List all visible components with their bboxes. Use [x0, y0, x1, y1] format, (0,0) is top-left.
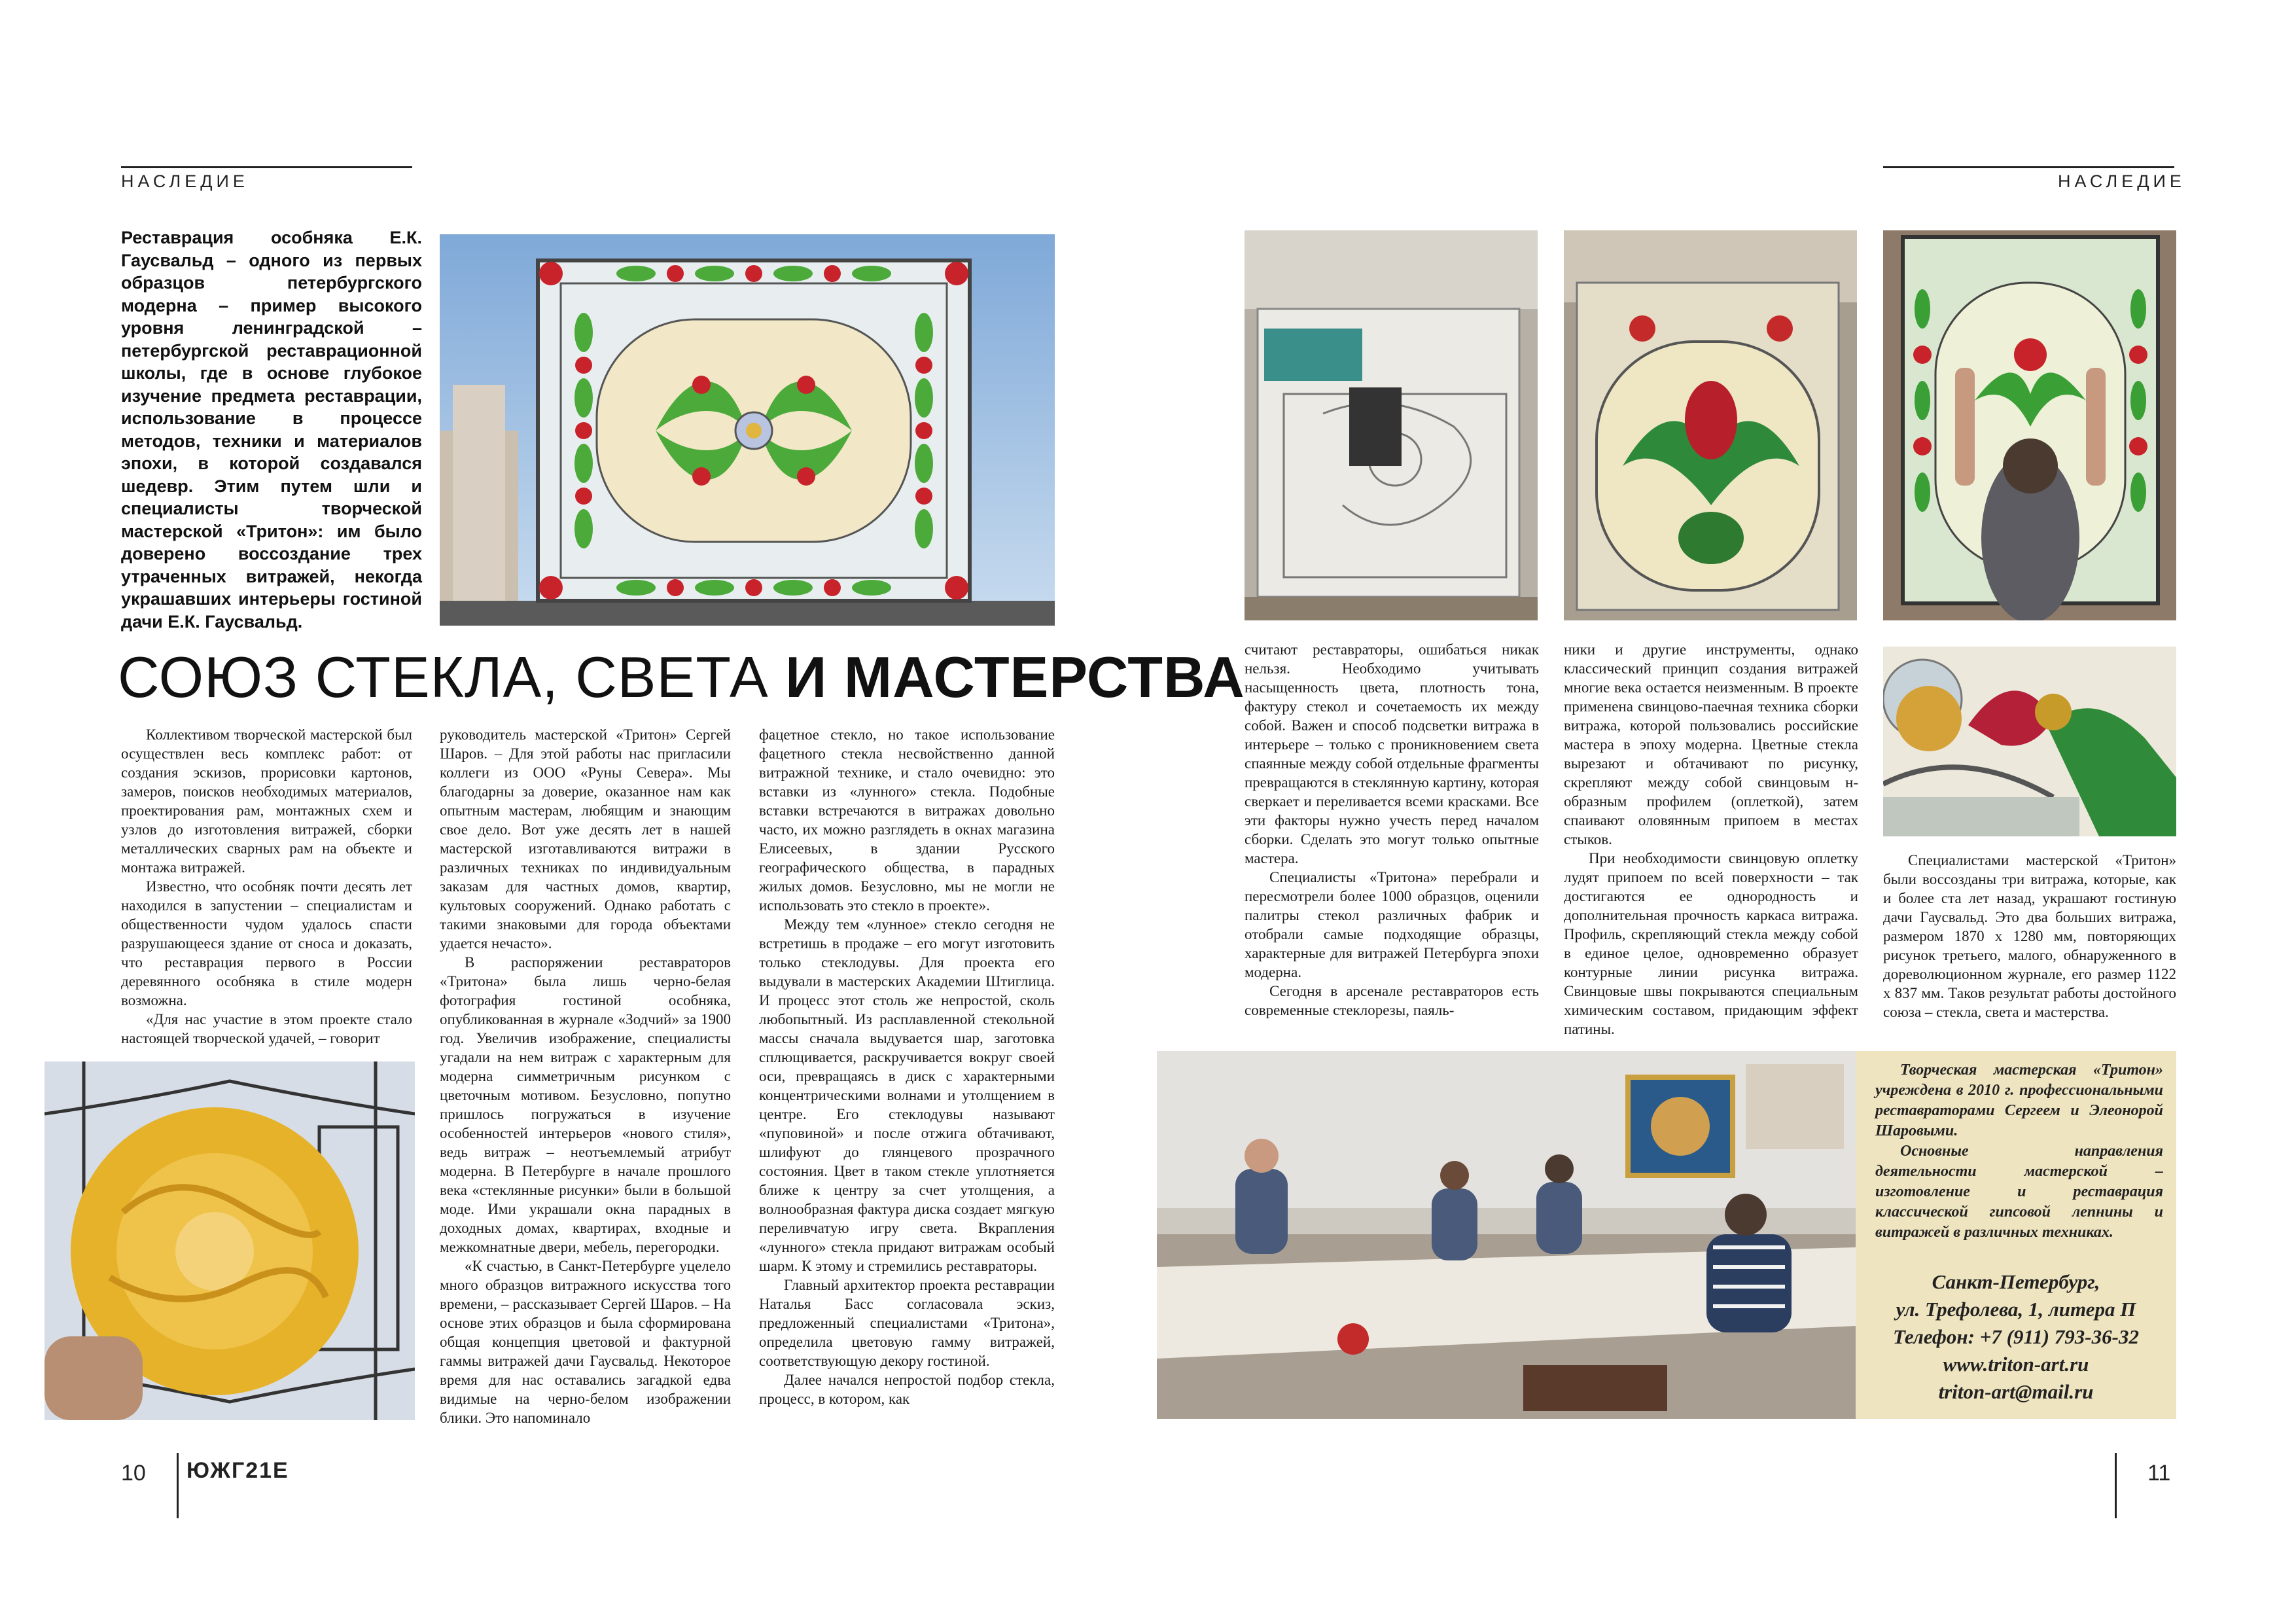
top-rule-right: [1883, 166, 2174, 168]
lead-paragraph: Реставрация особняка Е.К. Гаусвальд – одного из первых образцов петербургского модерна – пример высокого уровня ленинградской – петербургской реставрационной школы, где в основе глубокое изучение предмета реставрации, использование в процессе методов, техники и материалов эпохи, в которой создавался шедевр. Этим путем шли и специалисты творческой мастерской «Тритон»: им было доверено воссоздание трех утраченных витражей, некогда украшавших интерьеры гостиной дачи Е.К. Гаусвальд.: [121, 228, 422, 632]
window-installation-photo: [1883, 230, 2176, 620]
paragraph: При необходимости свинцовую оплетку лудят припоем по всей поверхности – так достигаются ее однородность и дополнительная прочность каркаса витража. Профиль, скрепляющий стекла между собой в единое целое, одновременно образует контурные линии рисунка витража. Свинцовые швы покрываются специальным химическим составом, придающим эффект патины.: [1564, 850, 1858, 1037]
section-label-right: НАСЛЕДИЕ: [2058, 171, 2185, 191]
text-column-3: [759, 725, 1055, 1408]
text-column-1: [121, 725, 412, 1048]
info-paragraph: Творческая мастерская «Тритон» учреждена в 2010 г. профессиональными реставраторами Сергеем и Элеонорой Шаровыми.: [1875, 1061, 2163, 1139]
contact-phone[interactable]: Телефон: +7 (911) 793-36-32: [1893, 1325, 2139, 1348]
contacts-block: [1856, 1268, 2176, 1406]
footer-divider-right: [2115, 1453, 2117, 1518]
workshop-info-box: [1856, 1051, 2176, 1419]
top-rule-left: [121, 166, 412, 168]
paragraph: «Для нас участие в этом проекте стало настоящей творческой удачей, – говорит: [121, 1011, 412, 1046]
glass-detail-photo: [1883, 647, 2176, 836]
magazine-logo: ЮЖГ21Е: [186, 1458, 289, 1483]
page-number-right: 11: [2147, 1461, 2171, 1486]
text-column-4: [1245, 640, 1539, 1020]
info-paragraph: Основные направления деятельности мастерской – изготовление и реставрация классической гипсовой лепнины и витражей в различных техниках.: [1875, 1143, 2163, 1241]
workshop-team-photo: [1157, 1051, 1856, 1419]
paragraph: «К счастью, в Санкт-Петербурге уцелело много образцов витражного искусства того времени, – рассказывает Сергей Шаров. – На основе этих образцов и была сформирована общая концепция цветовой и фактурной гаммы витражей дачи Гаусвальд. Некоторое время для нас оставались загадкой едва видимые на черно-белом изображении блики. Это напоминало: [440, 1258, 731, 1426]
text-column-6: [1883, 851, 2176, 1022]
paragraph: В распоряжении реставраторов «Тритона» была лишь черно-белая фотография гостиной особняка, опубликованная в журнале «Зодчий» за 1900 год. Увеличив изображение, специалисты угадали на нем витраж с характерным для модерна симметричным рисунком с цветочным мотивом. Безусловно, попутно пришлось погружаться в изучение особенностей интерьеров «нового стиля», ведь витраж – неотъемлемый атрибут модерна. В Петербурге в начале прошлого века «стеклянные рисунки» были в большой моде. Ими украшали окна парадных в доходных домах, квартирах, входные и межкомнатные двери, мебель, перегородки.: [440, 954, 731, 1255]
paragraph: ники и другие инструменты, однако классический принцип создания витражей многие века остается неизменным. В проекте применена свинцово-паечная техника сборки витража, которой пользовались российские мастера в эпоху модерна. Цветные стекла вырезают и обтачивают по рисунку, скрепляют между собой свинцовым н-образным профилем (оплеткой), затем спаивают оловянным припоем в местах стыков.: [1564, 641, 1858, 847]
text-column-2: [440, 725, 731, 1427]
paragraph: Главный архитектор проекта реставрации Наталья Басс согласовала эскиз, предложенный специалистами «Тритона», определила цветовую гамму витражей, соответствующую декору гостиной.: [759, 1277, 1055, 1369]
paragraph: Коллективом творческой мастерской был осуществлен весь комплекс работ: от создания эскизов, прорисовки картонов, замеров, поисков необходимых материалов, проектирования рам, монтажных схем и узлов до изготовления витражей, сборки металлических сварных рам на объекте и монтажа витражей.: [121, 726, 412, 876]
paragraph: Далее начался непростой подбор стекла, процесс, в котором, как: [759, 1372, 1055, 1407]
page-number-left: 10: [121, 1461, 146, 1486]
paragraph: руководитель мастерской «Тритон» Сергей Шаров. – Для этой работы нас пригласили коллеги из ООО «Руны Севера». Мы благодарны за доверие, оказанное нам как опытным мастерам, любящим и знающим свое дело. Вот уже десять лет в нашей мастерской изготавливаются витражи в различных техниках по индивидуальным заказам для частных домов, квартир, культовых сооружений. Однако работать с такими знаковыми для города объектами удается нечасто».: [440, 726, 731, 952]
paragraph: считают реставраторы, ошибаться никак нельзя. Необходимо учитывать насыщенность цвета, плотность тона, фактуру стекол и сочетаемость их между собой. Важен и способ подсветки витража в интерьере – только с проникновением света спаянные между собой отдельные фрагменты превращаются в стеклянную картину, которая сверкает и переливается всеми красками. Все эти факторы нужно учесть перед началом сборки. Сделать это могут только опытные мастера.: [1245, 641, 1539, 866]
contact-city: Санкт-Петербург,: [1932, 1270, 2100, 1293]
moon-glass-photo: [44, 1061, 415, 1420]
workshop-assembly-photo: [1564, 230, 1857, 620]
paragraph: Специалистами мастерской «Тритон» были воссозданы три витража, которые, как и более ста лет назад, украшают гостиную дачи Гаусвальд. Это два больших витража, размером 1870 х 1280 мм, повторяющих рисунок третьего, малого, обнаруженного в дореволюционном журнале, его размер 1122 х 837 мм. Таков результат работы достойного союза – стекла, света и мастерства.: [1883, 852, 2176, 1020]
stained-glass-window-photo: [440, 234, 1055, 626]
paragraph: фацетное стекло, но такое использование фацетного стекла несвойственно данной витражной технике, и стало очевидно: это вставки из «лунного» стекла. Подобные вставки встречаются в витражах довольно часто, их можно разглядеть в окнах магазина Елисеевых, в здании Русского географического общества, в парадных жилых домов. Безусловно, мы не могли не использовать это стекло в проекте».: [759, 726, 1055, 914]
footer-divider-left: [177, 1453, 179, 1518]
section-label-left: НАСЛЕДИЕ: [121, 171, 249, 191]
paragraph: Между тем «лунное» стекло сегодня не встретишь в продаже – его могут изготовить только стеклодувы. Для проекта его выдували в мастерских Академии Штиглица. И процесс этот столь же непростой, сколь любопытный. Из расплавленной стекольной массы сначала выдувается шар, заготовка сплющивается, раскручивается вокруг своей оси, превращаясь в диск с характерными концентрическими волнами и утолщением в центре. Его стеклодувы называют «пуповиной» и после отжига обтачивают, шлифуют до глянцевого прозрачного состояния. Цвет в таком стекле уплотняется ближе к центру за счет утолщения, а волнообразная фактура диска создает мягкую переливчатую игру света. Вкрапления «лунного» стекла придают витражам особый шарм. К этому и стремились реставраторы.: [759, 916, 1055, 1274]
info-text: [1875, 1060, 2163, 1243]
paragraph: Сегодня в арсенале реставраторов есть современные стеклорезы, паяль-: [1245, 983, 1539, 1018]
article-headline: СОЮЗ СТЕКЛА, СВЕТА И МАСТЕРСТВА: [118, 645, 1245, 709]
contact-website-link[interactable]: www.triton-art.ru: [1943, 1353, 2089, 1376]
text-column-5: [1564, 640, 1858, 1039]
contact-email-link[interactable]: triton-art@mail.ru: [1938, 1380, 2094, 1403]
paragraph: Специалисты «Тритона» перебрали и пересмотрели более 1000 образцов, оценили палитры стекол различных фабрик и отобрали самые подходящие образцы, характерные для витражей Петербурга эпохи модерна.: [1245, 869, 1539, 980]
paragraph: Известно, что особняк почти десять лет находился в запустении – специалистам и общественности чудом удалось спасти разрушающееся здание от сноса и доказать, что реставрация первого в России деревянного особняка в стиле модерн возможна.: [121, 878, 412, 1008]
workshop-cartoon-photo: [1245, 230, 1538, 620]
contact-address: ул. Трефолева, 1, литера П: [1896, 1298, 2136, 1321]
